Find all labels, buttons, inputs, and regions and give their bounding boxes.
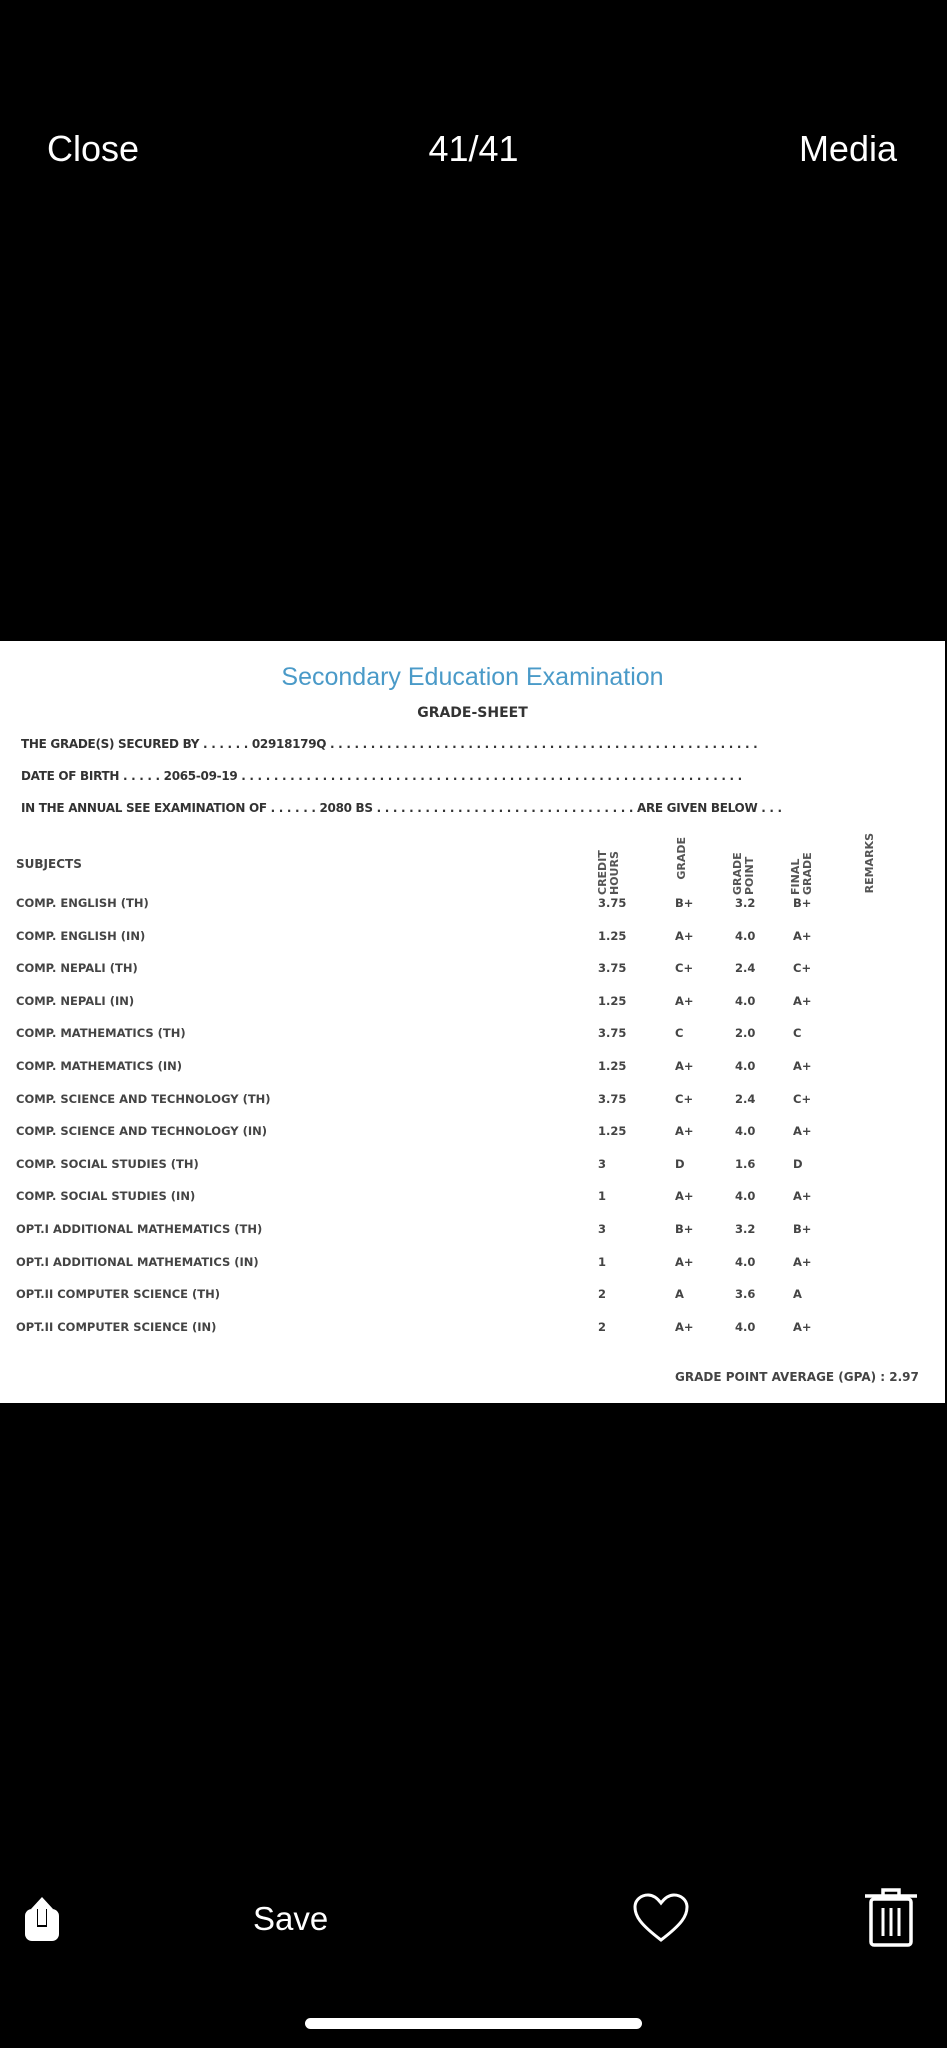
- table-row: [0, 1092, 945, 1112]
- close-button[interactable]: Close: [47, 128, 140, 169]
- grade-point-cell: 4.0: [735, 928, 756, 943]
- subject-cell: COMP. SCIENCE AND TECHNOLOGY (IN): [16, 1124, 267, 1139]
- share-button[interactable]: [22, 1895, 62, 1950]
- final-grade-cell: C: [793, 1026, 802, 1041]
- subjects-header: SUBJECTS: [16, 857, 82, 871]
- subject-cell: OPT.II COMPUTER SCIENCE (IN): [16, 1319, 217, 1334]
- grade-cell: A+: [675, 1124, 694, 1139]
- grade-point-cell: 4.0: [735, 1254, 756, 1269]
- credit-hours-cell: 1: [598, 1189, 607, 1204]
- subject-cell: COMP. SOCIAL STUDIES (TH): [16, 1156, 199, 1171]
- table-row: [0, 961, 945, 981]
- credit-hours-cell: 2: [598, 1287, 607, 1302]
- grade-cell: A+: [675, 1319, 694, 1334]
- credit-hours-cell: 1.25: [598, 993, 627, 1008]
- final-grade-cell: B+: [793, 896, 812, 910]
- grade-point-cell: 2.4: [735, 1091, 756, 1106]
- final-grade-cell: A+: [793, 1319, 812, 1334]
- grade-cell: A+: [675, 928, 694, 943]
- grade-point-header: GRADE POINT: [731, 852, 756, 895]
- grade-cell: C: [675, 1026, 684, 1041]
- grade-cell: D: [675, 1156, 685, 1171]
- credit-hours-cell: 3.75: [598, 896, 627, 910]
- final-grade-cell: A+: [793, 1189, 812, 1204]
- heart-icon: [632, 1892, 690, 1944]
- final-grade-cell: C+: [793, 1091, 812, 1106]
- table-row: [0, 1157, 945, 1177]
- grade-point-cell: 2.0: [735, 1026, 756, 1041]
- table-row: [0, 1124, 945, 1144]
- table-row: [0, 1320, 945, 1340]
- grade-point-cell: 3.6: [735, 1287, 756, 1302]
- exam-line: IN THE ANNUAL SEE EXAMINATION OF . . . . . . 2080 BS . . . . . . . . . . . . . . . . . . . . . . . . . . . . . . . . ARE GIVEN BELOW . . .: [21, 801, 782, 815]
- subject-cell: COMP. NEPALI (TH): [16, 961, 138, 976]
- subject-cell: OPT.I ADDITIONAL MATHEMATICS (IN): [16, 1254, 259, 1269]
- subject-cell: COMP. ENGLISH (TH): [16, 896, 149, 910]
- grade-point-cell: 1.6: [735, 1156, 756, 1171]
- final-grade-header: FINAL GRADE: [789, 852, 814, 895]
- credit-hours-cell: 1.25: [598, 928, 627, 943]
- grade-cell: A: [675, 1287, 684, 1302]
- subject-cell: COMP. MATHEMATICS (IN): [16, 1059, 183, 1073]
- final-grade-cell: A+: [793, 928, 812, 943]
- table-row: [0, 1287, 945, 1307]
- document-subtitle: GRADE-SHEET: [417, 705, 528, 721]
- gpa-value: GRADE POINT AVERAGE (GPA) : 2.97: [675, 1370, 919, 1384]
- grade-sheet-image: [0, 641, 945, 1403]
- share-icon: [22, 1895, 62, 1945]
- home-indicator[interactable]: [305, 2018, 642, 2029]
- credit-hours-cell: 3: [598, 1156, 607, 1171]
- delete-button[interactable]: [862, 1886, 920, 1953]
- subject-cell: COMP. SCIENCE AND TECHNOLOGY (TH): [16, 1091, 271, 1106]
- grade-cell: B+: [675, 1222, 694, 1236]
- grade-header: GRADE: [675, 837, 688, 880]
- grade-cell: A+: [675, 1254, 694, 1269]
- final-grade-cell: C+: [793, 961, 812, 976]
- table-row: [0, 1059, 945, 1079]
- grade-point-cell: 4.0: [735, 1059, 756, 1073]
- grade-cell: A+: [675, 993, 694, 1008]
- subject-cell: COMP. ENGLISH (IN): [16, 928, 146, 943]
- trash-icon: [862, 1886, 920, 1948]
- secured-by-line: THE GRADE(S) SECURED BY . . . . . . 02918179Q . . . . . . . . . . . . . . . . . . . . . . . . . . . . . . . . . . . . . . . . . . . . . . . . . . . . .: [21, 737, 758, 751]
- grade-point-cell: 4.0: [735, 1189, 756, 1204]
- subject-cell: OPT.I ADDITIONAL MATHEMATICS (TH): [16, 1222, 263, 1236]
- media-button[interactable]: Media: [798, 128, 897, 169]
- final-grade-cell: A+: [793, 1124, 812, 1139]
- credit-hours-cell: 3.75: [598, 1091, 627, 1106]
- grade-point-cell: 4.0: [735, 993, 756, 1008]
- table-row: [0, 1255, 945, 1275]
- table-row: [0, 1026, 945, 1046]
- subject-cell: COMP. MATHEMATICS (TH): [16, 1026, 186, 1041]
- credit-hours-cell: 3.75: [598, 1026, 627, 1041]
- final-grade-cell: B+: [793, 1222, 812, 1236]
- remarks-header: REMARKS: [863, 833, 876, 894]
- document-title: Secondary Education Examination: [281, 663, 664, 691]
- final-grade-cell: A: [793, 1287, 802, 1302]
- grade-cell: C+: [675, 961, 694, 976]
- grade-cell: A+: [675, 1059, 694, 1073]
- table-row: [0, 1222, 945, 1242]
- table-row: [0, 929, 945, 949]
- table-row: [0, 896, 945, 916]
- counter-text: 41/41: [428, 128, 519, 169]
- final-grade-cell: A+: [793, 1059, 812, 1073]
- subject-cell: COMP. SOCIAL STUDIES (IN): [16, 1189, 196, 1204]
- final-grade-cell: A+: [793, 1254, 812, 1269]
- credit-hours-header: CREDIT HOURS: [596, 850, 621, 895]
- credit-hours-cell: 2: [598, 1319, 607, 1334]
- subject-cell: COMP. NEPALI (IN): [16, 993, 135, 1008]
- grade-point-cell: 3.2: [735, 1222, 756, 1236]
- table-row: [0, 994, 945, 1014]
- grade-point-cell: 4.0: [735, 1124, 756, 1139]
- dob-line: DATE OF BIRTH . . . . . 2065-09-19 . . . . . . . . . . . . . . . . . . . . . . . . . . . . . . . . . . . . . . . . . . . . . . . . . . . . . . . . . . . . . .: [21, 769, 742, 783]
- credit-hours-cell: 3.75: [598, 961, 627, 976]
- grade-cell: B+: [675, 896, 694, 910]
- favorite-button[interactable]: [632, 1892, 690, 1949]
- grade-point-cell: 3.2: [735, 896, 756, 910]
- grade-point-cell: 4.0: [735, 1319, 756, 1334]
- credit-hours-cell: 1.25: [598, 1059, 627, 1073]
- grade-cell: A+: [675, 1189, 694, 1204]
- credit-hours-cell: 1.25: [598, 1124, 627, 1139]
- credit-hours-cell: 3: [598, 1222, 607, 1236]
- final-grade-cell: D: [793, 1156, 803, 1171]
- subject-cell: OPT.II COMPUTER SCIENCE (TH): [16, 1287, 220, 1302]
- table-row: [0, 1189, 945, 1209]
- grade-cell: C+: [675, 1091, 694, 1106]
- final-grade-cell: A+: [793, 993, 812, 1008]
- credit-hours-cell: 1: [598, 1254, 607, 1269]
- save-button[interactable]: Save: [253, 1900, 329, 1937]
- grade-point-cell: 2.4: [735, 961, 756, 976]
